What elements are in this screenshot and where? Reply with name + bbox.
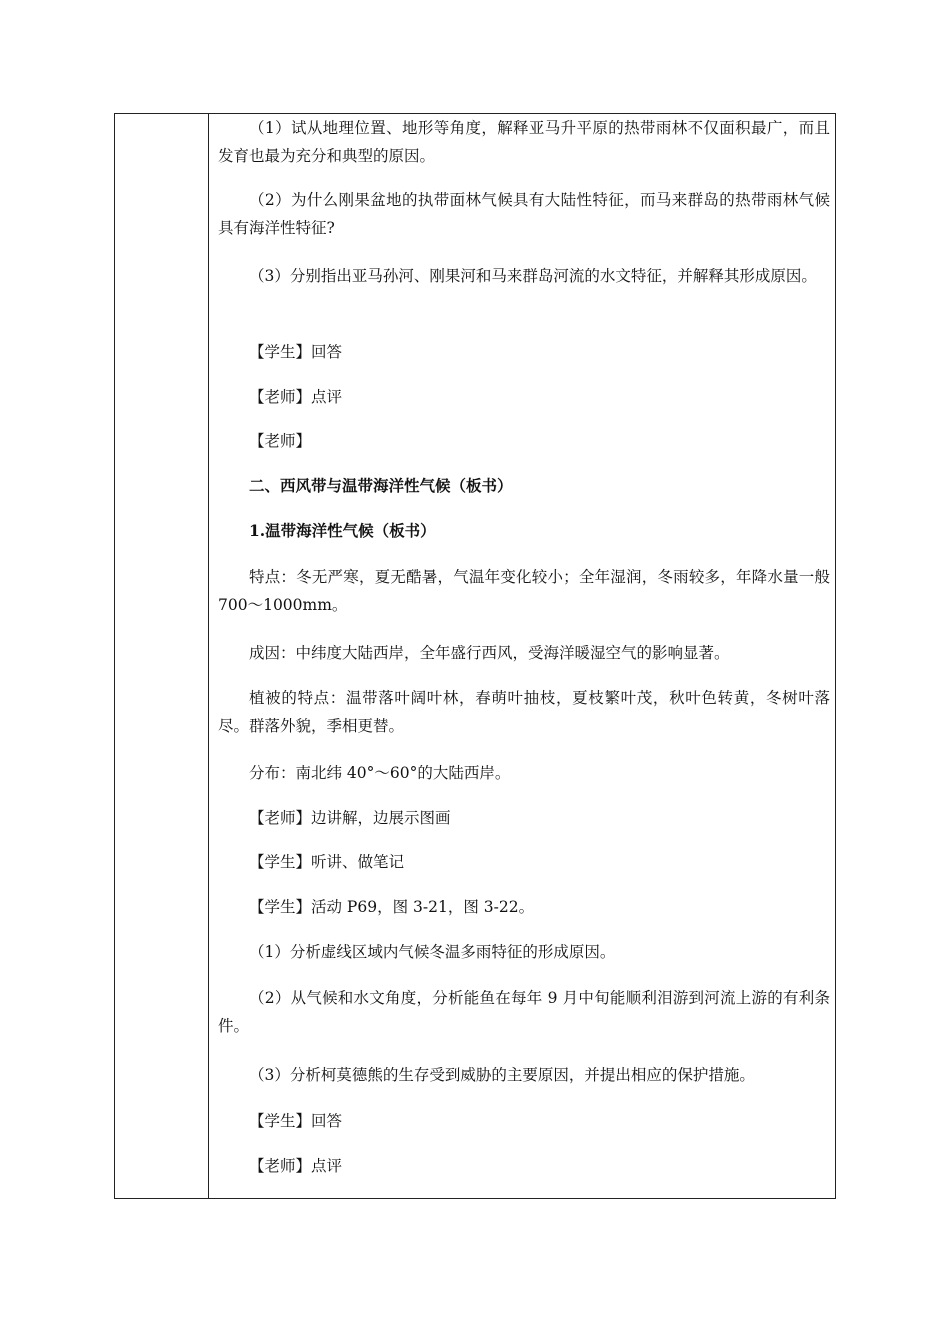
- paragraph-student-answer: 【学生】回答: [249, 343, 343, 361]
- section-heading: 二、西风带与温带海洋性气候（板书）: [249, 476, 513, 495]
- paragraph-student-answer-2: 【学生】回答: [249, 1112, 343, 1130]
- paragraph-question-1: （1）试从地理位置、地形等角度，解释亚马升平原的热带雨林不仅面积最广，而且发育也最为充分和典型的原因。: [218, 119, 830, 165]
- paragraph-student-notes: 【学生】听讲、做笔记: [249, 853, 405, 871]
- paragraph-question-2: （2）为什么刚果盆地的执带面林气候具有大陆性特征，而马来群岛的热带雨林气候具有海洋性特征?: [218, 191, 830, 237]
- lesson-table: [114, 113, 836, 1199]
- paragraph-activity-question-1: （1）分析虚线区域内气候冬温多雨特征的形成原因。: [249, 943, 616, 961]
- paragraph-causes: 成因：中纬度大陆西岸，全年盛行西风，受海洋暖湿空气的影响显著。: [249, 644, 730, 662]
- paragraph-characteristics: 特点：冬无严寒，夏无酷暑，气温年变化较小；全年湿润，冬雨较多，年降水量一般 700～1000mm。: [218, 568, 830, 614]
- paragraph-activity-question-2: （2）从气候和水文角度，分析能鱼在每年 9 月中旬能顺利泪游到河流上游的有利条件。: [218, 989, 830, 1035]
- table-left-column: [115, 114, 209, 1198]
- subsection-heading: 1.温带海洋性气候（板书）: [249, 521, 436, 540]
- paragraph-teacher-explain: 【老师】边讲解，边展示图画: [249, 809, 451, 827]
- paragraph-activity-question-3: （3）分析柯莫德熊的生存受到威胁的主要原因，并提出相应的保护措施。: [249, 1066, 755, 1084]
- paragraph-vegetation: 植被的特点：温带落叶阔叶林，春萌叶抽枝，夏枝繁叶茂，秋叶色转黄，冬树叶落尽。群落外貌，季相更替。: [218, 689, 830, 735]
- paragraph-student-activity: 【学生】活动 P69，图 3-21，图 3-22。: [249, 898, 535, 916]
- paragraph-question-3: （3）分别指出亚马孙河、刚果河和马来群岛河流的水文特征，并解释其形成原因。: [249, 267, 817, 285]
- table-content-column: [210, 114, 835, 1198]
- paragraph-teacher: 【老师】: [249, 432, 312, 450]
- paragraph-teacher-comment-2: 【老师】点评: [249, 1157, 343, 1175]
- paragraph-teacher-comment: 【老师】点评: [249, 388, 343, 406]
- paragraph-distribution: 分布：南北纬 40°～60°的大陆西岸。: [249, 764, 511, 782]
